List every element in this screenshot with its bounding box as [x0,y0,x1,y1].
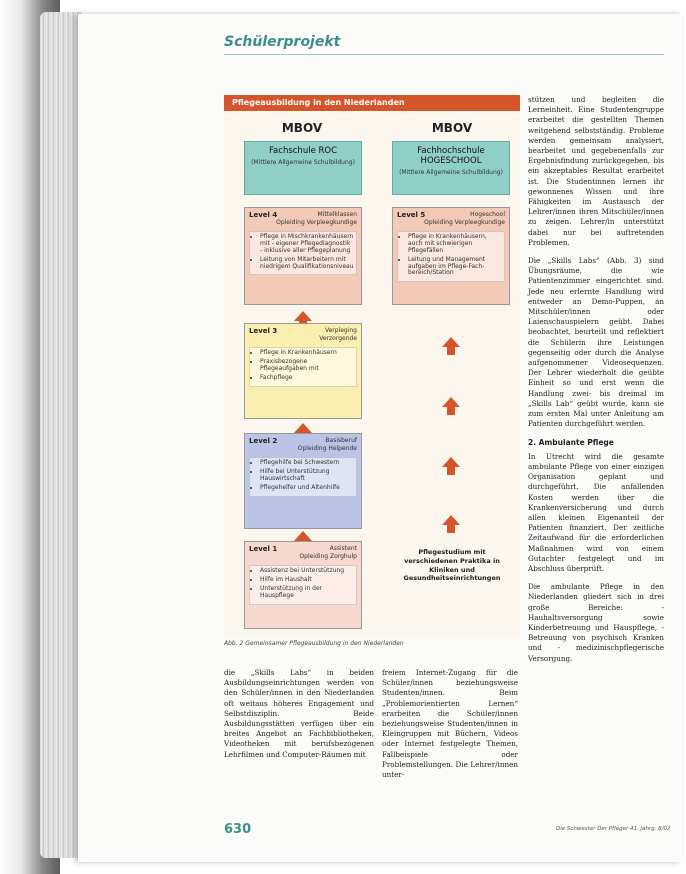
figure-caption: Abb. 2 Gemeinsamer Pflegeausbildung in den Niederlanden [224,640,404,647]
right-column-head: MBOV [431,121,473,135]
up-arrow-icon [442,337,460,355]
level4-sub: Opleiding Verpleegkundige [276,219,357,226]
list-item: • Pflege in Krankenhäusern [260,350,354,357]
list-item: • Pflege in Krankenhäusern, auch mit schwierigen Pflegefällen [408,234,502,255]
right-school-box [392,141,510,195]
level4-title: Mittelklassen [317,211,357,218]
left-school-name: Fachschule ROC [268,146,338,156]
level3-box [244,323,362,419]
paragraph: Die „Skills Labs“ (Abb. 3) sind Übungsräume, die wie Patientenzimmer eingerichtet sind. Jede neu erlernte Handlung wird entweder an Demo-Puppen, an Mitschüler/innen oder Laienschauspielern geübt. Dabei beobachtet, beurteilt und reflektiert die Schülerin ihre Leistungen gegenseitig oder durch die Analyse aufgenommener Videosequenzen. Der Lehrer wiederholt die geübte Einheit so und erst wenn die Handlung zwei- bis dreimal im „Skills Lab“ geübt wurde, kann sie zum ersten Mal unter Anleitung am Patienten durchgeführt werden. [528,256,664,429]
level2-box [244,433,362,529]
paragraph: die „Skills Labs“ in beiden Ausbildungseinrichtungen werden von den Schüler/innen in den Niederlanden oft weitaus höheres Engagement und Selbstdisziplin. Beide Ausbildungsstätten verfügen über ein breites Angebot an Fachbibliotheken, Videotheken mit berufsbezogenen Lehrfilmen und Computer-Räumen mit [224,668,374,759]
page-number: 630 [224,822,252,837]
list-item: • Pflege in Mischkrankenhäusern mit - eigener Pflegediagnostik - inklusive aller Pflegeplanung [260,234,354,255]
level5-list [397,231,505,282]
level2-label: Level 2 [249,437,278,445]
up-arrow-icon [442,457,460,475]
section-heading: 2. Ambulante Pflege [528,437,614,447]
level5-label: Level 5 [397,211,426,219]
level5-title: Hogeschool [470,211,505,218]
level1-label: Level 1 [249,545,278,553]
level3-title: Verpleging [324,327,357,334]
pflegestudium-text: Pflegestudium mit verschiedenen Praktika in Kliniken und Gesundheitseinrichtungen [403,548,501,583]
level1-box [244,541,362,629]
level1-title: Assistent [329,545,357,552]
list-item: • Unterstützung in der Hauspflege [260,586,354,600]
right-school-name: Fachhochschule HOGESCHOOL [417,146,485,166]
right-school-sub: (Mittlere Allgemeine Schulbildung) [399,169,503,176]
paragraph: Die ambulante Pflege in den Niederlanden gliedert sich in drei große Bereiche: - Hauhaltsversorgung sowie Kinderbetreuung und Hauspflege, - Betreuung von psychisch Kranken und - medizinischpflegerische Versorgung. [528,582,664,663]
list-item: • Leitung von Mitarbeitern mit niedrigem Qualifikationsniveau [260,257,354,271]
header-rule [224,54,664,55]
level3-list [249,347,357,387]
left-school-box [244,141,362,195]
level5-box [392,207,510,305]
level1-sub: Opleiding Zorghulp [299,553,357,560]
list-item: • Fachpflege [260,375,354,382]
up-arrow-icon [442,515,460,533]
level4-label: Level 4 [249,211,278,219]
list-item: • Hilfe bei Unterstützung Hauswirtschaft [260,469,354,483]
level2-sub: Opleiding Helpende [297,445,357,452]
paragraph: In Utrecht wird die gesamte ambulante Pflege von einer einzigen Organisation geplant und durchgeführt. Die anfallenden Kosten werden über die Krankenversicherung und durch allen kleinen Eigenanteil der Patienten finanziert. Der zeitliche Zeitaufwand für die erforderlichen Maßnahmen wird von einem Gutachter festgelegt und im Abschluss überprüft. [528,451,664,573]
level2-list [249,457,357,497]
paragraph: stützen und begleiten die Lerneinheit. Eine Studentengruppe erarbeitet die gestellten Themen weitgehend selbstständig. Probleme werden gemeinsam analysiert, bearbeitet und gegebenenfalls zur Ergebnisfindung zurückgegeben, bis ein akzeptables Resultat erarbeitet ist. Die Studentinnen lernen ihr gewonnenes Wissen und ihre Fähigkeiten im Austausch der Lehrer/innen ihren Mitschüler/innen zu zeigen. Lehrer/in unterstützt dabei nur bei auftretenden Problemen. [528,95,664,247]
footer-journal: Die Schwester Der Pfleger 41. Jahrg. 8/02 [556,826,671,832]
text-column-bottom-left [224,668,374,768]
list-item: • Assistenz bei Unterstützung [260,568,354,575]
text-column-right [528,95,664,672]
list-item: • Pflegehelfer und Altenhilfe [260,485,354,492]
list-item: • Hilfe im Haushalt [260,577,354,584]
list-item: • Pflegehilfe bei Schwestern [260,460,354,467]
education-diagram [224,111,520,637]
level3-sub: Verzorgende [319,335,357,342]
left-column-head: MBOV [281,121,323,135]
page-stack-edges [40,12,82,858]
paragraph: freiem Internet-Zugang für die Schüler/innen beziehungsweise Studenten/innen. Beim „Problemorientierten Lernen“ erarbeiten die Schüler/innen beziehungsweise Studenten/innen in Kleingruppen mit Büchern, Videos oder Internet festgelegte Themen, Fallbeispiele oder Problemstellungen. Die Lehrer/innen unter- [382,668,518,780]
list-item: • Leitung und Management aufgaben im Pflege-Fach- bereich/Station [408,257,502,278]
list-item: • Praxisbezogene Pflegeaufgaben mit [260,359,354,373]
text-column-bottom-middle [382,668,518,788]
level3-label: Level 3 [249,327,278,335]
level2-title: Basisberuf [325,437,357,444]
level5-sub: Opleiding Verpleegkundige [424,219,505,226]
level4-box [244,207,362,305]
up-arrow-icon [442,397,460,415]
left-school-sub: (Mittlere Allgemeine Schulbildung) [251,159,355,166]
level1-list [249,565,357,605]
page-header-title: Schülerprojekt [224,34,341,50]
level4-list [249,231,357,275]
figure-title: Pflegeausbildung in den Niederlanden [224,95,520,111]
